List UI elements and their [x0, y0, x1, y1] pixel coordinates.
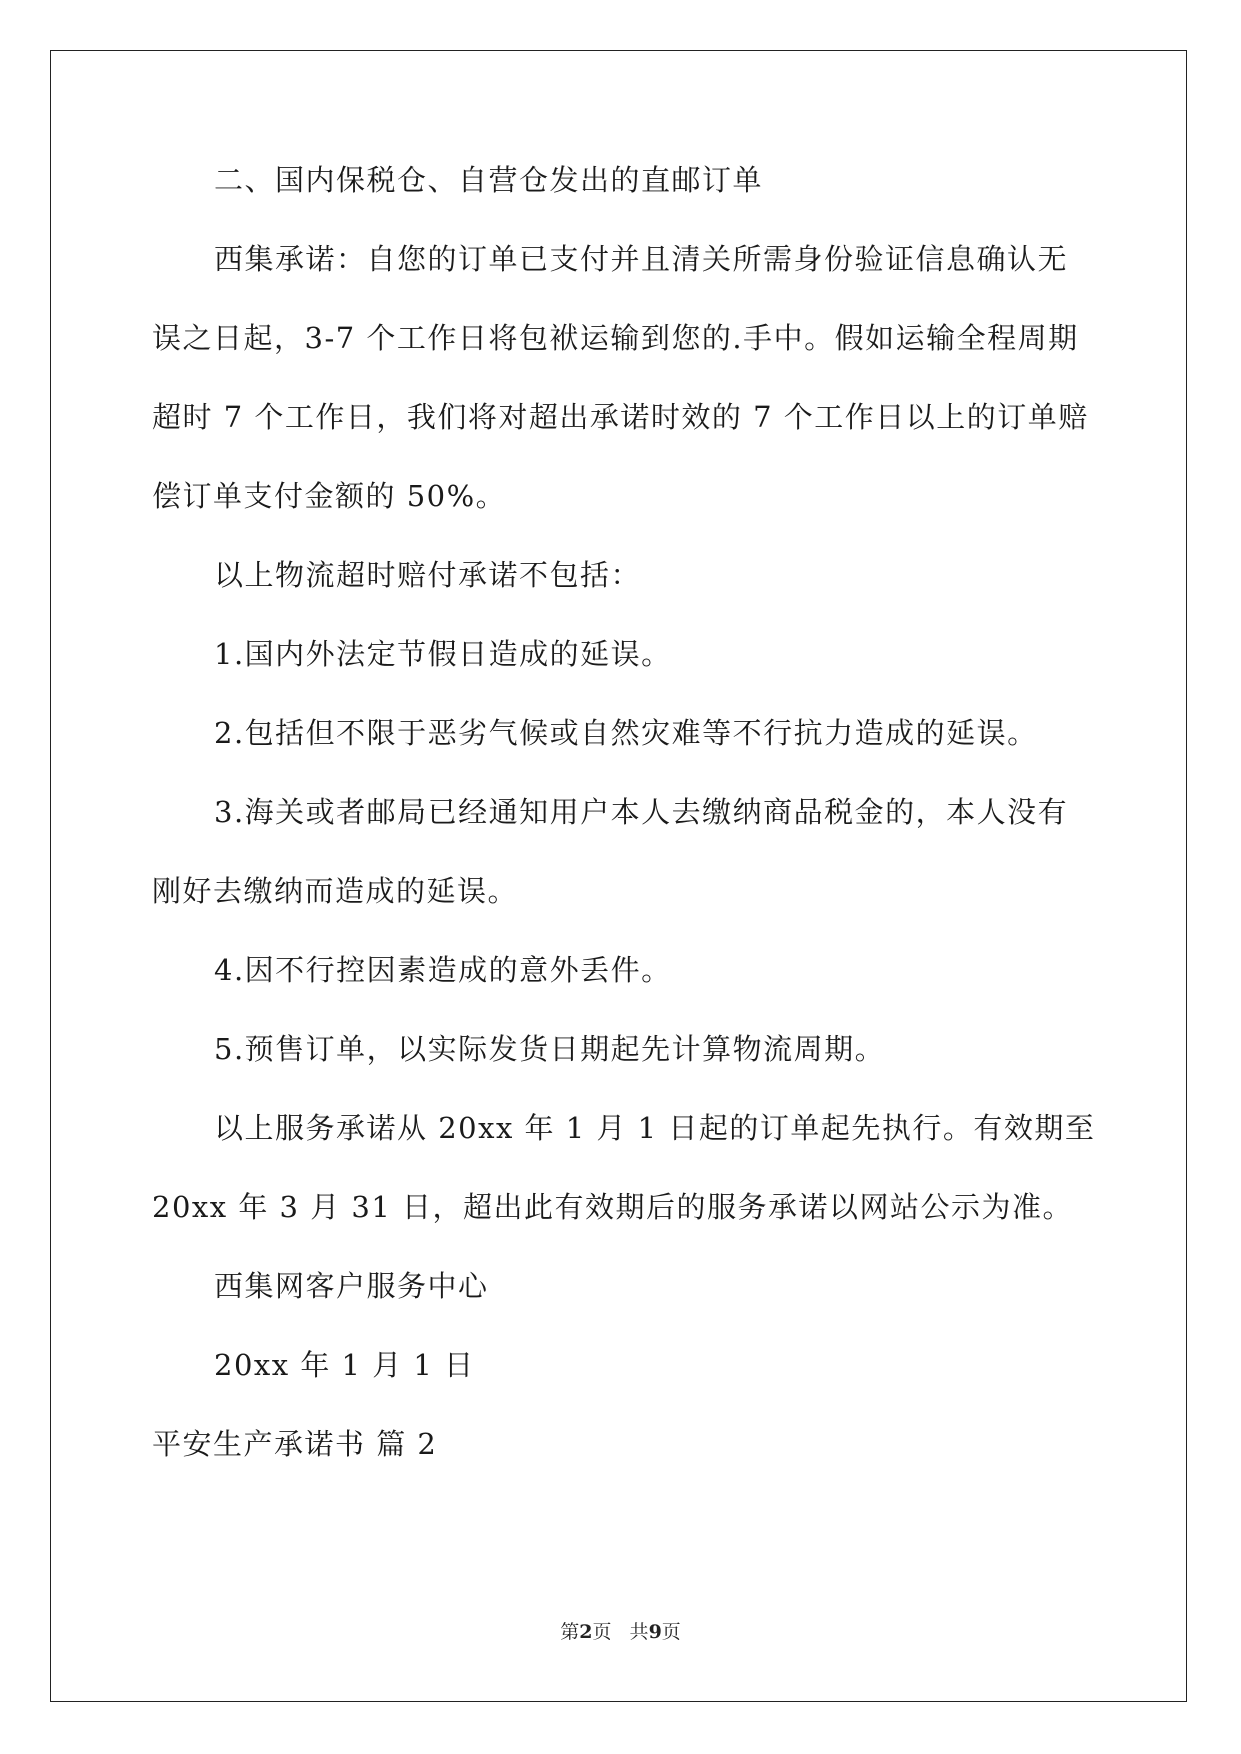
- list-item: 1.国内外法定节假日造成的延误。: [214, 637, 672, 671]
- section-heading: 二、国内保税仓、自营仓发出的直邮订单: [214, 163, 764, 197]
- paragraph-line: 20xx 年 3 月 31 日，超出此有效期后的服务承诺以网站公示为准。: [152, 1190, 1074, 1224]
- page-footer: [0, 1617, 1241, 1644]
- signature-org: 西集网客户服务中心: [214, 1269, 489, 1303]
- list-item: 2.包括但不限于恶劣气候或自然灾难等不行抗力造成的延误。: [214, 716, 1038, 750]
- footer-suffix: 页: [661, 1621, 681, 1643]
- section-title: 平安生产承诺书 篇 2: [152, 1427, 438, 1461]
- paragraph-line: 以上服务承诺从 20xx 年 1 月 1 日起的订单起先执行。有效期至: [214, 1111, 1096, 1145]
- list-item: 4.因不行控因素造成的意外丢件。: [214, 953, 672, 987]
- paragraph-line: 误之日起，3-7 个工作日将包袱运输到您的.手中。假如运输全程周期: [152, 321, 1079, 355]
- paragraph-line: 偿订单支付金额的 50%。: [152, 479, 507, 513]
- paragraph-line: 超时 7 个工作日，我们将对超出承诺时效的 7 个工作日以上的订单赔: [152, 400, 1089, 434]
- paragraph-line: 以上物流超时赔付承诺不包括：: [214, 558, 642, 592]
- list-item-continuation: 刚好去缴纳而造成的延误。: [152, 874, 519, 908]
- paragraph-line: 西集承诺：自您的订单已支付并且清关所需身份验证信息确认无: [214, 242, 1069, 276]
- list-item: 5.预售订单，以实际发货日期起先计算物流周期。: [214, 1032, 886, 1066]
- signature-date: 20xx 年 1 月 1 日: [214, 1348, 475, 1382]
- total-page-number: 9: [648, 1621, 662, 1643]
- current-page-number: 2: [579, 1621, 593, 1643]
- footer-prefix: 第: [560, 1621, 580, 1643]
- footer-mid: 页 共: [592, 1621, 649, 1643]
- list-item: 3.海关或者邮局已经通知用户本人去缴纳商品税金的，本人没有: [214, 795, 1069, 829]
